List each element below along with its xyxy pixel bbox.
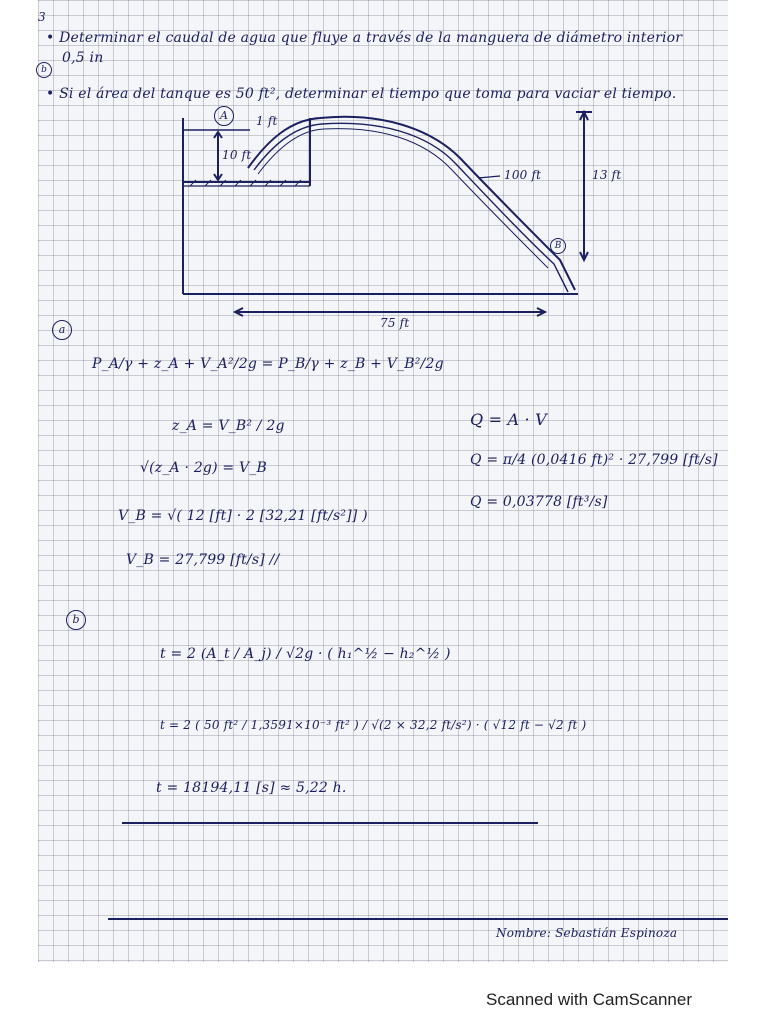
hose-outer — [248, 117, 575, 290]
time-substitution: t = 2 ( 50 ft² / 1,3591×10⁻³ ft² ) / √(2 × 32,2 ft/s²) · ( √12 ft − √2 ft ) — [160, 718, 587, 732]
problem-b-marker: b — [36, 62, 52, 78]
part-b-marker: b — [66, 610, 86, 630]
za-equation: z_A = V_B² / 2g — [172, 418, 285, 434]
q-result: Q = 0,03778 [ft³/s] — [470, 494, 608, 510]
point-b-marker: B — [550, 238, 566, 254]
vb-substitution: V_B = √( 12 [ft] · 2 [32,21 [ft/s²]] ) — [118, 508, 368, 524]
scanner-watermark: Scanned with CamScanner — [485, 990, 692, 1009]
time-result: t = 18194,11 [s] ≈ 5,22 h. — [156, 780, 347, 796]
label-13ft: 13 ft — [592, 168, 622, 182]
hose-inner — [254, 123, 568, 292]
time-formula: t = 2 (A_t / A_j) / √2g · ( h₁^½ − h₂^½ ) — [160, 646, 451, 662]
q-substitution: Q = π/4 (0,0416 ft)² · 27,799 [ft/s] — [470, 452, 718, 468]
label-75ft: 75 ft — [380, 316, 410, 330]
label-10ft: 10 ft — [222, 148, 252, 162]
vb-result: V_B = 27,799 [ft/s] // — [126, 552, 280, 568]
label-1ft: 1 ft — [256, 114, 278, 128]
problem-line-1: • Determinar el caudal de agua que fluye a través de la manguera de diámetro interior — [46, 30, 683, 46]
problem-line-2: • Si el área del tanque es 50 ft², determinar el tiempo que toma para vaciar el tiempo. — [46, 86, 677, 102]
section-underline — [122, 822, 538, 824]
bernoulli-equation: P_A/γ + z_A + V_A²/2g = P_B/γ + z_B + V_B²/2g — [92, 356, 444, 372]
sqrt-equation: √(z_A · 2g) = V_B — [140, 460, 267, 476]
problem-number: 3 — [38, 10, 46, 24]
problem-line-1b: 0,5 in — [62, 50, 104, 66]
label-100ft: 100 ft — [504, 168, 542, 182]
tank-hose-diagram — [0, 0, 768, 330]
signature-line — [108, 918, 728, 920]
signature-name: Nombre: Sebastián Espinoza — [496, 926, 678, 940]
q-definition: Q = A · V — [470, 410, 547, 429]
point-a-marker: A — [214, 106, 234, 126]
part-a-marker: a — [52, 320, 72, 340]
